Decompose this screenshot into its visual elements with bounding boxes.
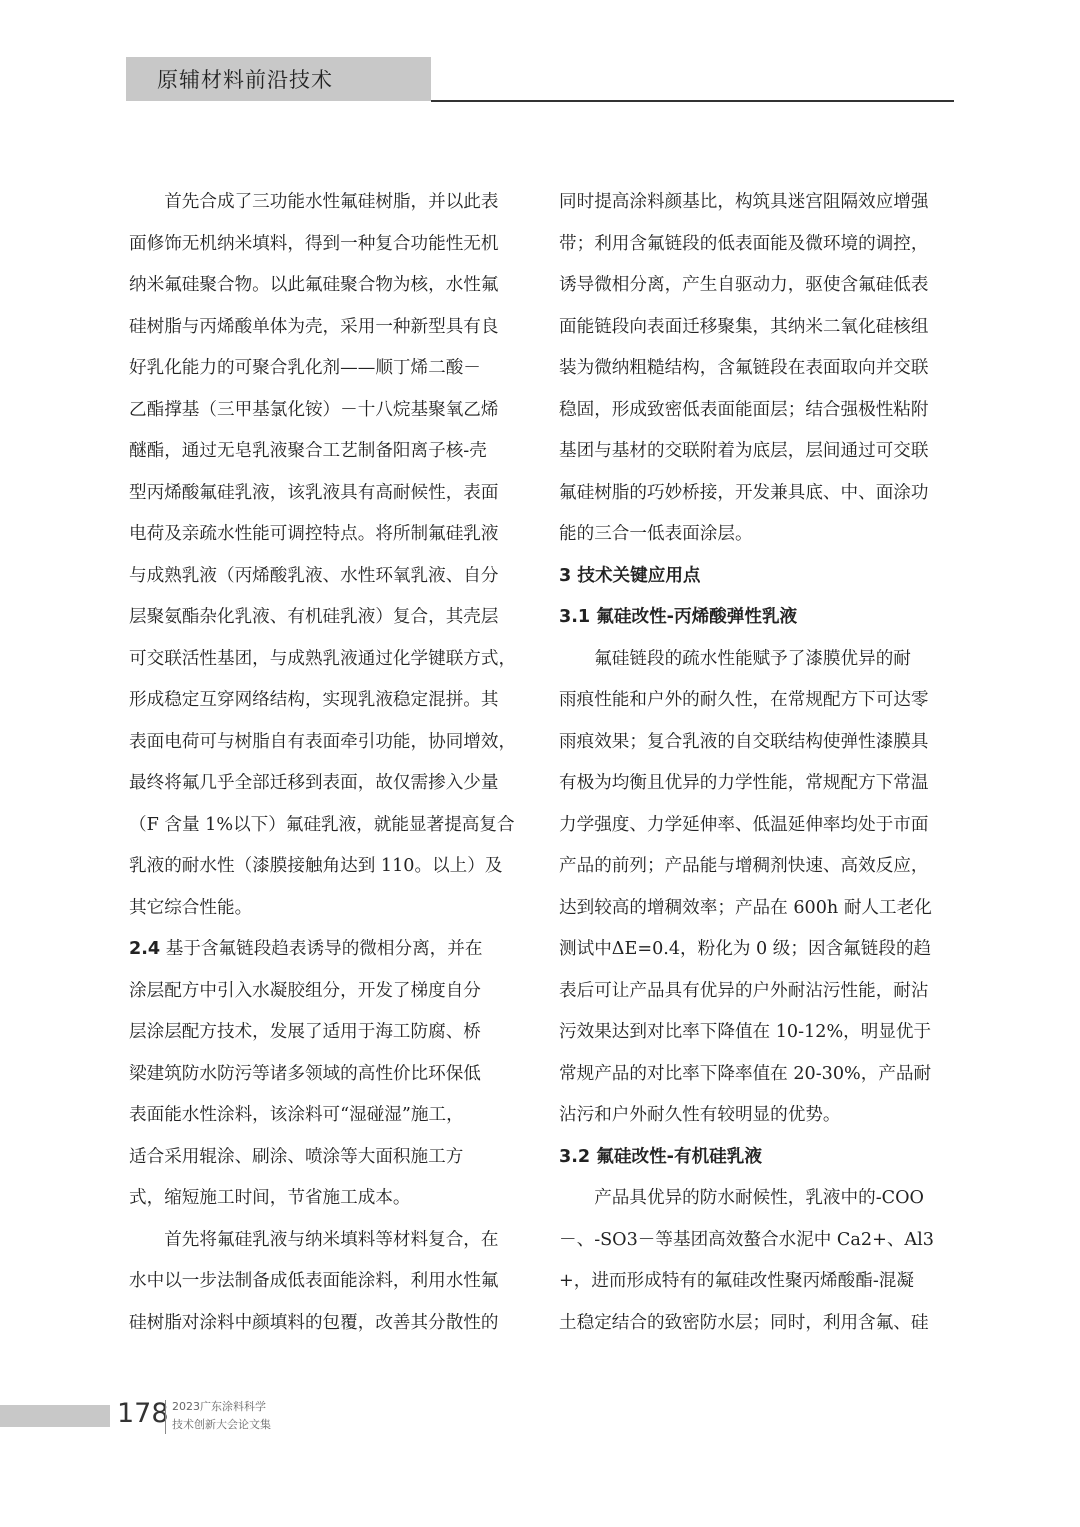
text-line: 醚酯，通过无皂乳液聚合工艺制备阳离子核-壳: [129, 441, 487, 461]
header-rule: [431, 100, 954, 102]
text-line: 基团与基材的交联附着为底层，层间通过可交联: [559, 441, 929, 461]
text-line: 产品具优异的防水耐候性，乳液中的-COO: [559, 1188, 924, 1208]
text-line: 雨痕效果；复合乳液的自交联结构使弹性漆膜具: [559, 731, 929, 752]
left-column: [129, 182, 521, 1344]
text-line: 力学强度、力学延伸率、低温延伸率均处于市面: [559, 814, 929, 835]
text-line: 有极为均衡且优异的力学性能，常规配方下常温: [559, 773, 929, 793]
text-line: 水中以一步法制备成低表面能涂料，利用水性氟: [129, 1271, 499, 1291]
publication-line: 技术创新大会论文集: [172, 1418, 271, 1431]
text-line: 硅树脂对涂料中颜填料的包覆，改善其分散性的: [129, 1312, 499, 1333]
text-line: 可交联活性基团，与成熟乳液通过化学键联方式，: [129, 648, 517, 669]
text-line: 诱导微相分离，产生自驱动力，驱使含氟硅低表: [559, 275, 929, 295]
text-line: 雨痕性能和户外的耐久性，在常规配方下可达零: [559, 690, 929, 710]
text-line: 最终将氟几乎全部迁移到表面，故仅需掺入少量: [129, 773, 499, 793]
text-line: 形成稳定互穿网络结构，实现乳液稳定混拼。其: [129, 690, 499, 710]
section-2-4-line: 2.4 基于含氟链段趋表诱导的微相分离，并在: [129, 939, 483, 959]
text-line: 污效果达到对比率下降值在 10-12%，明显优于: [559, 1022, 932, 1042]
text-line: 氟硅树脂的巧妙桥接，开发兼具底、中、面涂功: [559, 482, 929, 503]
section-number: 2.4: [129, 939, 161, 959]
text-line: 梁建筑防水防污等诸多领域的高性价比环保低: [129, 1063, 481, 1084]
section-header-title: 原辅材料前沿技术: [157, 68, 333, 92]
text-line: 带；利用含氟链段的低表面能及微环境的调控，: [559, 233, 929, 254]
publication-line: 2023广东涂料科学: [172, 1400, 266, 1413]
text-line: 氟硅链段的疏水性能赋予了漆膜优异的耐: [559, 648, 911, 669]
footer-bar: [0, 1405, 110, 1427]
text-line: 表面电荷可与树脂自有表面牵引功能，协同增效，: [129, 731, 517, 752]
text-line: 适合采用辊涂、刷涂、喷涂等大面积施工方: [129, 1146, 464, 1167]
text-line: 其它综合性能。: [129, 897, 253, 918]
right-column: [559, 182, 952, 1344]
text-line: 首先将氟硅乳液与纳米填料等材料复合，在: [129, 1229, 499, 1250]
text-line: 式，缩短施工时间，节省施工成本。: [129, 1188, 411, 1208]
text-line: +，进而形成特有的氟硅改性聚丙烯酸酯-混凝: [559, 1271, 914, 1291]
footer-divider: [165, 1400, 166, 1434]
text-line: 装为微纳粗糙结构，含氟链段在表面取向并交联: [559, 358, 929, 378]
text-line: 表后可让产品具有优异的户外耐沾污性能，耐沾: [559, 980, 929, 1001]
section-heading: 3 技术关键应用点: [559, 565, 701, 586]
subsection-heading: 3.2 氟硅改性-有机硅乳液: [559, 1146, 762, 1167]
text-line: 首先合成了三功能水性氟硅树脂，并以此表: [129, 192, 499, 212]
text-line: 土稳定结合的致密防水层；同时，利用含氟、硅: [559, 1312, 929, 1333]
text-line: 常规产品的对比率下降率值在 20-30%，产品耐: [559, 1063, 932, 1084]
page-number: 178: [117, 1398, 169, 1429]
text-line: 面修饰无机纳米填料，得到一种复合功能性无机: [129, 233, 499, 254]
text-line: 层涂层配方技术，发展了适用于海工防腐、桥: [129, 1022, 481, 1042]
text-line: 乙酯撑基（三甲基氯化铵）－十八烷基聚氧乙烯: [129, 399, 499, 420]
text-line: 电荷及亲疏水性能可调控特点。将所制氟硅乳液: [129, 524, 499, 544]
text-line: （F 含量 1%以下）氟硅乳液，就能显著提高复合: [129, 814, 515, 835]
text-line: 纳米氟硅聚合物。以此氟硅聚合物为核，水性氟: [129, 275, 499, 295]
text-line: 型丙烯酸氟硅乳液，该乳液具有高耐候性，表面: [129, 482, 499, 503]
text-line: 表面能水性涂料，该涂料可“湿碰湿”施工，: [129, 1105, 464, 1125]
text-line: 达到较高的增稠效率；产品在 600h 耐人工老化: [559, 897, 932, 918]
publication-info: [172, 1398, 271, 1434]
text-line: －、-SO3－等基团高效螯合水泥中 Ca2+、Al3: [559, 1229, 934, 1250]
text-line: 能的三合一低表面涂层。: [559, 524, 753, 544]
text-line: 沾污和户外耐久性有较明显的优势。: [559, 1105, 841, 1125]
text-line: 涂层配方中引入水凝胶组分，开发了梯度自分: [129, 980, 481, 1001]
text-line: 与成熟乳液（丙烯酸乳液、水性环氧乳液、自分: [129, 565, 499, 586]
text-line: 硅树脂与丙烯酸单体为壳，采用一种新型具有良: [129, 316, 499, 337]
text-line: 测试中ΔE=0.4，粉化为 0 级；因含氟链段的趋: [559, 939, 932, 959]
text-line: 好乳化能力的可聚合乳化剂——顺丁烯二酸－: [129, 358, 481, 378]
text-line: 稳固，形成致密低表面能面层；结合强极性粘附: [559, 399, 929, 420]
text-line: 乳液的耐水性（漆膜接触角达到 110。以上）及: [129, 856, 503, 876]
subsection-heading: 3.1 氟硅改性-丙烯酸弹性乳液: [559, 607, 798, 627]
text-line: 同时提高涂料颜基比，构筑具迷宫阻隔效应增强: [559, 192, 929, 212]
text-line: 面能链段向表面迁移聚集，其纳米二氧化硅核组: [559, 316, 929, 337]
text-line: 产品的前列；产品能与增稠剂快速、高效反应，: [559, 856, 929, 876]
text-line: 层聚氨酯杂化乳液、有机硅乳液）复合，其壳层: [129, 607, 499, 627]
